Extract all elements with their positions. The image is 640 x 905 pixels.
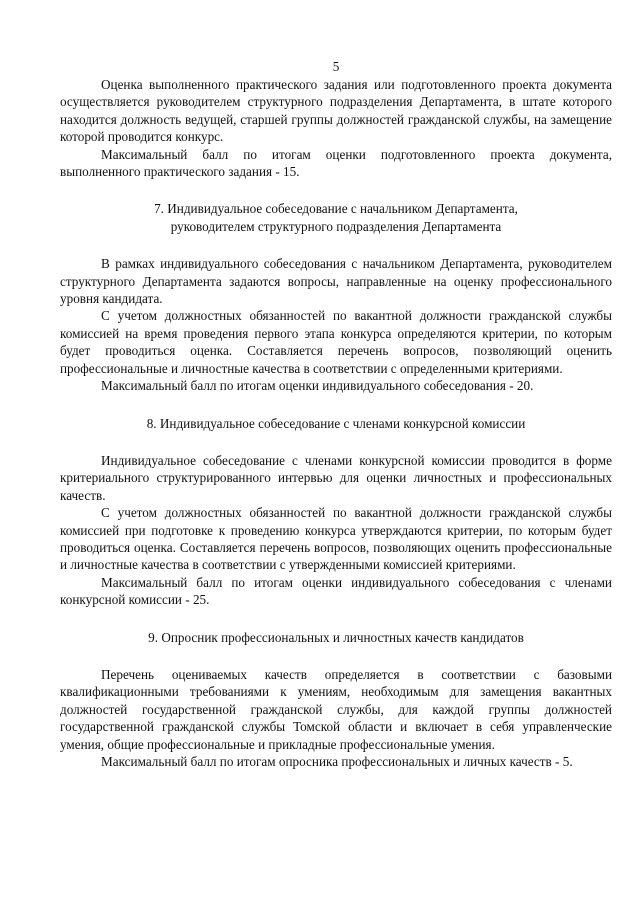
section-8-paragraph-2: С учетом должностных обязанностей по вакантной должности гражданской службы комиссией при подготовке к проведению конкурса утверждаются критерии, по которым будет проводиться оценка. Составляется перечень вопросов, позволяющих оценить профессиональные и личностные качества в соответствии с утвержденными комиссией критериями. [60, 505, 612, 573]
paragraph-max-score-practical: Максимальный балл по итогам оценки подготовленного проекта документа, выполненного практического задания - 15. [60, 146, 612, 180]
section-7-paragraph-2: С учетом должностных обязанностей по вакантной должности гражданской службы комиссией на время проведения первого этапа конкурса определяются критерии, по которым будет проводиться оценка. Составляется перечень вопросов, позволяющий оценить профессиональные и личностные качества в соответствии с определенными критериями. [60, 308, 612, 376]
section-7-max-score: Максимальный балл по итогам оценки индивидуального собеседования - 20. [101, 378, 534, 394]
section-7-heading-line-2: руководителем структурного подразделения Департамента [170, 218, 502, 234]
paragraph-evaluation: Оценка выполненного практического задания или подготовленного проекта документа осуществляется руководителем структурного подразделения Департамента, в штате которого находится должность ведущей, старшей группы должностей гражданской службы, на замещение которой проводится конкурс. [60, 77, 612, 145]
section-8-heading: 8. Индивидуальное собеседование с членами конкурсной комиссии [146, 415, 526, 431]
page-number: 5 [332, 59, 340, 74]
section-8-max-score: Максимальный балл по итогам оценки индивидуального собеседования с членами конкурсной комиссии - 25. [60, 574, 612, 608]
section-9-paragraph-1: Перечень оцениваемых качеств определяется в соответствии с базовыми квалификационными требованиями к умениям, необходимым для замещения вакантных должностей государственной гражданской службы, для каждой группы должностей государственной гражданской службы Томской области и включает в себя управленческие умения, общие профессиональные и прикладные профессиональные умения. [60, 666, 612, 752]
document-page [60, 58, 612, 770]
section-7-heading [60, 200, 612, 235]
section-7-heading-line-1: 7. Индивидуальное собеседование с начальником Департамента, [154, 201, 518, 217]
section-8-paragraph-1: Индивидуальное собеседование с членами конкурсной комиссии проводится в форме критериального структурированного интервью для оценки личностных и профессиональных качеств. [60, 452, 612, 503]
section-7-paragraph-1: В рамках индивидуального собеседования с начальником Департамента, руководителем структурного Департамента задаются вопросы, направленные на оценку профессионального уровня кандидата. [60, 256, 612, 307]
section-9-max-score: Максимальный балл по итогам опросника профессиональных и личных качеств - 5. [101, 754, 573, 769]
section-9-heading: 9. Опросник профессиональных и личностных качеств кандидатов [148, 629, 524, 645]
